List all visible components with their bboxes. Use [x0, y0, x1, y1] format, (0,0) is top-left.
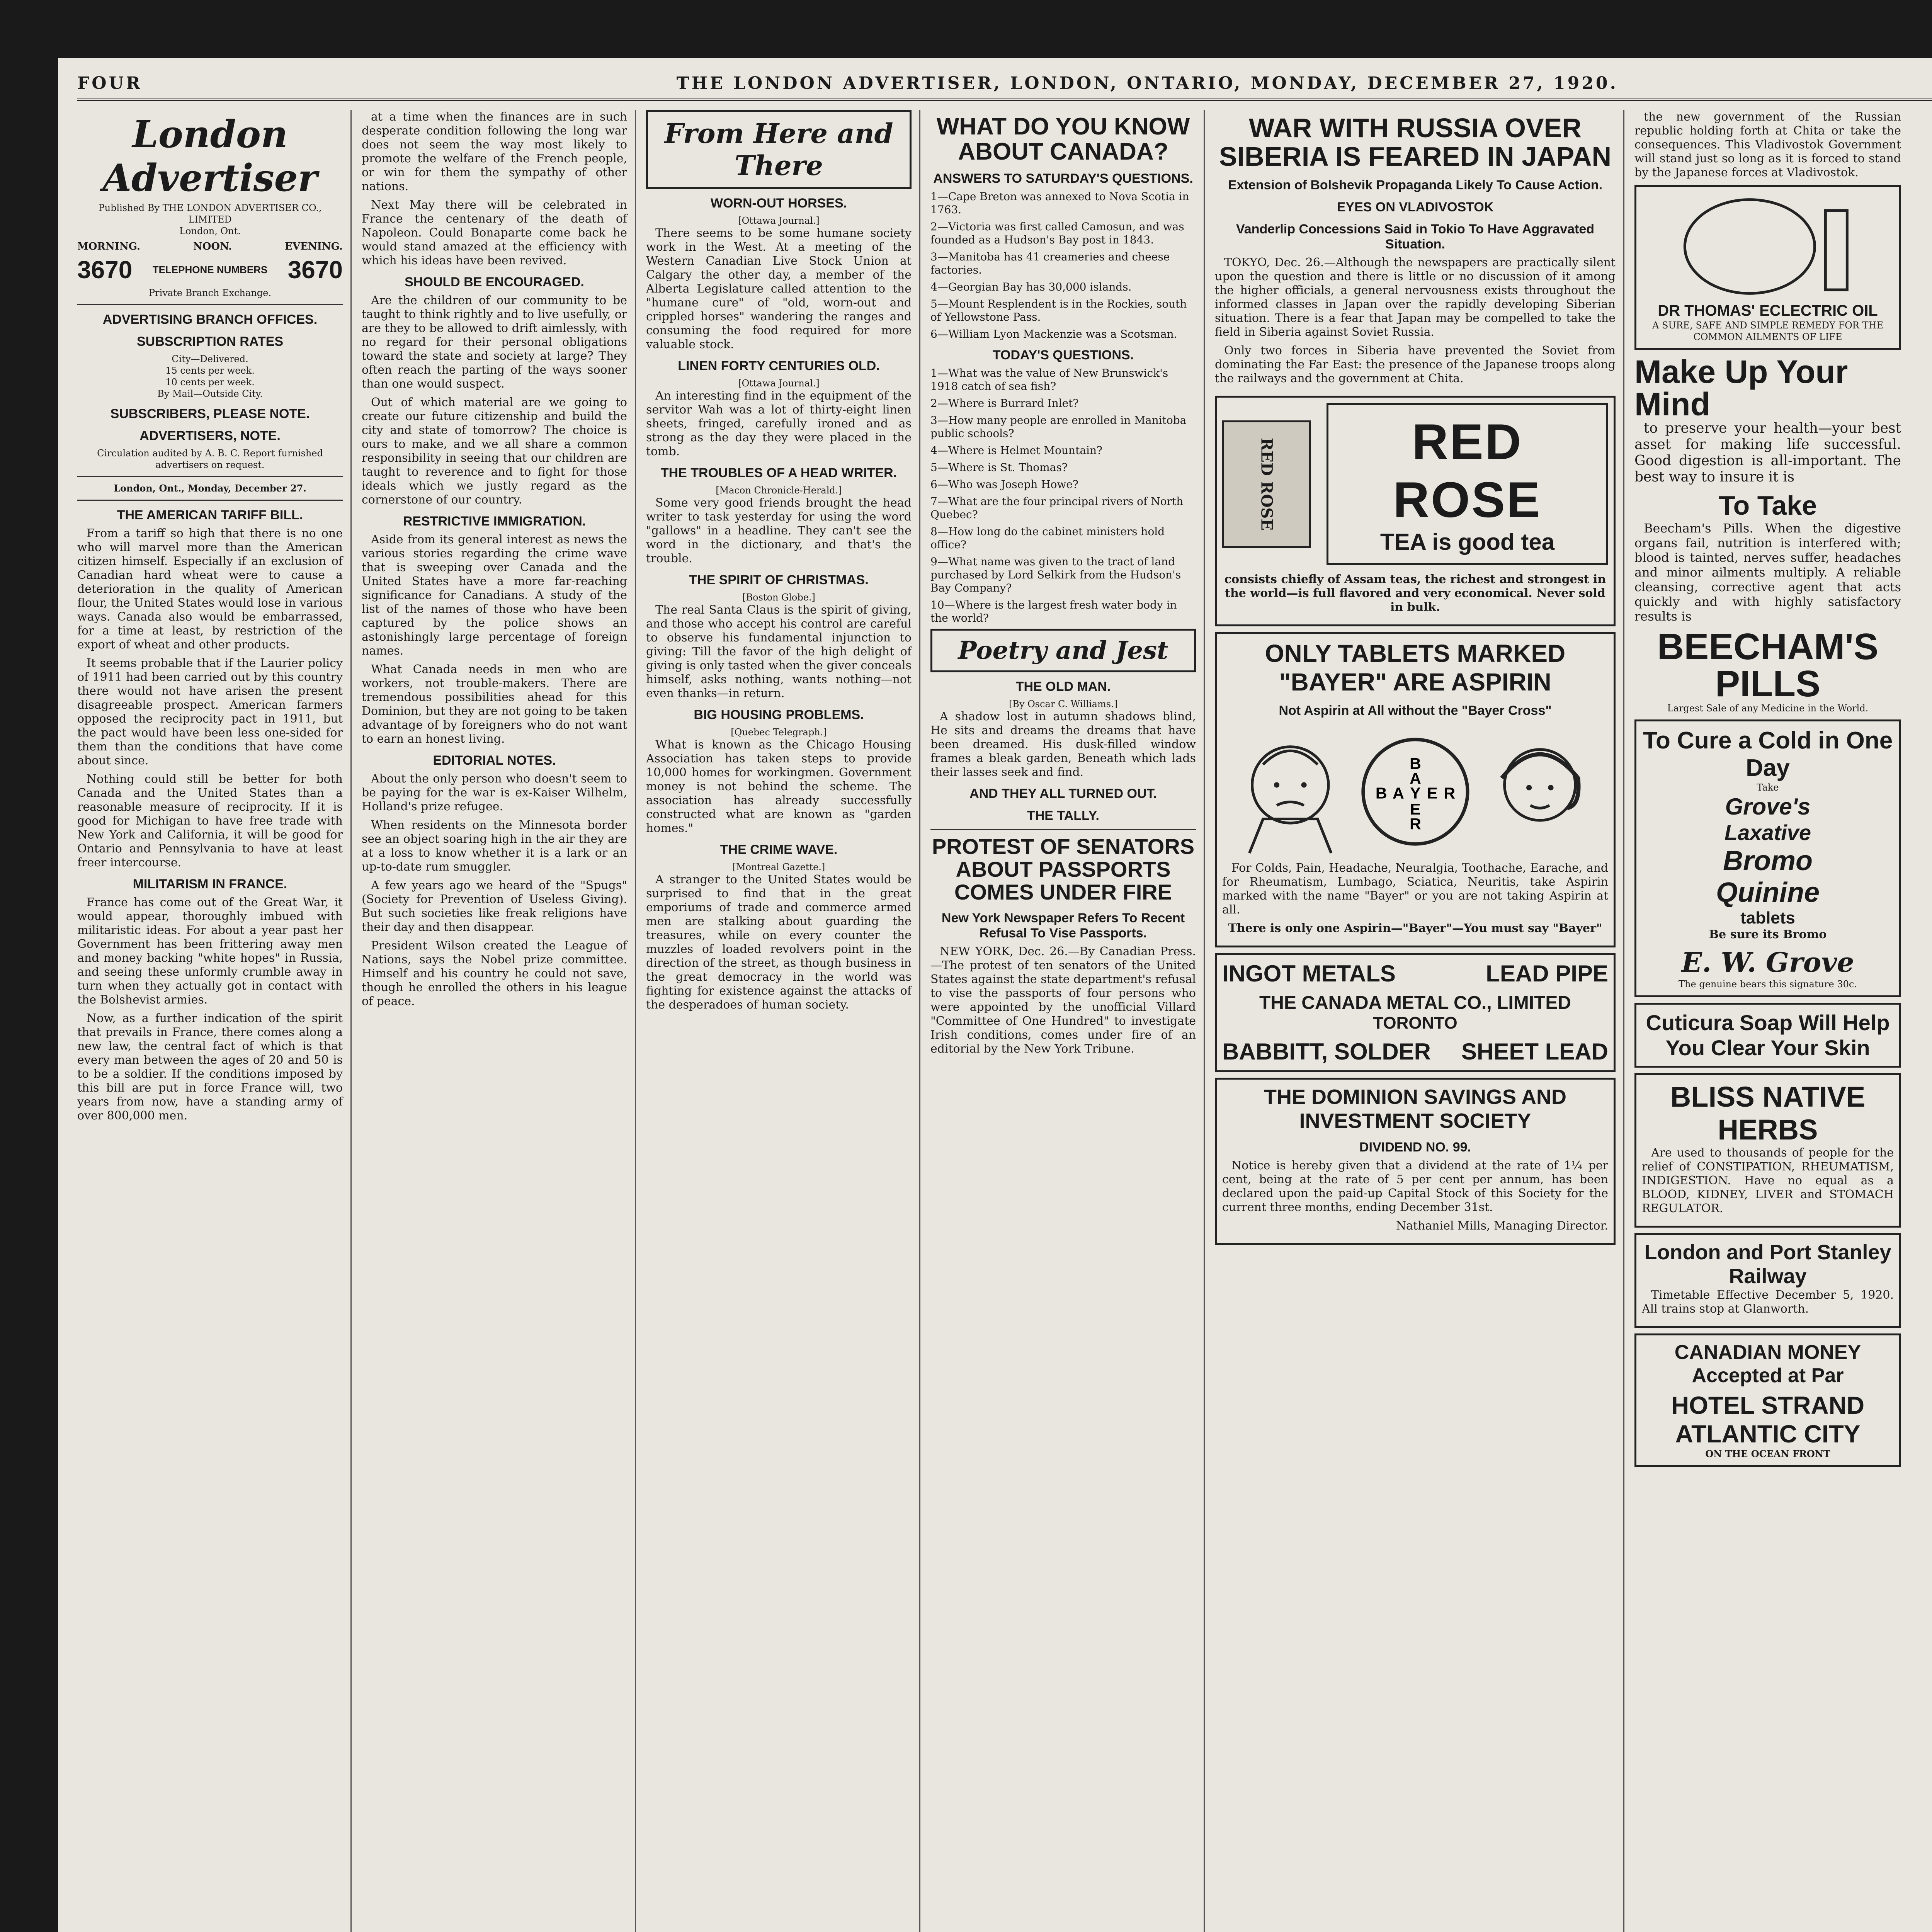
beecham-body: Beecham's Pills. When the digestive organs fail, nutrition is interfered with; blood is tainted, nerves suffer, headaches and minor ailments multiply. A reliable cleansing, corrective agent that acts quickly and with highly satisfactory results is [1634, 521, 1901, 624]
columns [77, 110, 1932, 1932]
column-5 [1215, 110, 1624, 1932]
tariff-paragraph-1: From a tariff so high that there is no one who will marvel more than the American citizen himself. Especially if an exclusion of Canadian hard wheat were to cause a deterioration in the quality of American flour, the United States would lose in various ways. Canada also would be embarrassed, for a time at least, by restriction of the export of wheat and other products. [77, 527, 343, 651]
bayer-body: For Colds, Pain, Headache, Neuralgia, Toothache, Earache, and for Rheumatism, Lumbago, Sciatica, Neuritis, take Aspirin marked with the name "Bayer" or you are not taking Aspirin at all. [1222, 861, 1608, 917]
eclectric-oil-ad [1634, 185, 1901, 350]
tariff-paragraph-3: Nothing could still be better for both Canada and the United States than a reasonable measure of reciprocity. If it is good for Michigan to have free trade with New York and California, it will be good for Ontario and Pennsylvania to have at least freer intercourse. [77, 772, 343, 869]
housing-paragraph: What is known as the Chicago Housing Association has taken steps to provide 10,000 homes for workingmen. Government money is not behind the scheme. The association has already successfully constructed what are known as "garden homes." [646, 738, 912, 835]
beecham-footer: Largest Sale of any Medicine in the World. [1667, 703, 1869, 714]
answer-item: 3—Manitoba has 41 creameries and cheese factories. [930, 250, 1170, 277]
laxative-label: Laxative [1724, 820, 1811, 845]
christmas-paragraph: The real Santa Claus is the spirit of giving, and those who accept his control are careful to observe his fundamental injunction to giving: Till the favor of the high delight of giving is only tasted when the giver conceals himself, asks nothing, wants nothing—not even thanks—in return. [646, 603, 912, 700]
war-subhead-3: Vanderlip Concessions Said in Tokio To Have Aggravated Situation. [1236, 222, 1595, 252]
telephone-label: TELEPHONE NUMBERS [152, 264, 268, 276]
siberia-continued: the new government of the Russian republic holding forth at Chita or take the consequences. This Vladivostok Government will stand just so long as it is forced to stand by the Japanese forces at Vladivostok. [1634, 110, 1901, 179]
bromo-sure: Be sure its Bromo [1709, 928, 1827, 941]
christmas-title: THE SPIRIT OF CHRISTMAS. [689, 573, 869, 587]
edition-evening: EVENING. [285, 241, 343, 252]
oil-bottle-icon [1642, 192, 1894, 301]
to-take: To Take [1718, 490, 1817, 520]
telephone-number-left: 3670 [77, 256, 133, 284]
turned-out-title: AND THEY ALL TURNED OUT. [969, 786, 1157, 801]
svg-text:R: R [1409, 815, 1421, 833]
strand-subtitle: ON THE OCEAN FRONT [1705, 1448, 1830, 1459]
savings-body: Notice is hereby given that a dividend at the rate of 1¼ per cent, being at the rate of 5 per cent per annum, has been declared upon the paid-up Capital Stock of this Society for the current three months, ending December 31st. [1222, 1159, 1608, 1214]
column-4 [930, 110, 1205, 1932]
grove-label: Grove's [1725, 794, 1811, 820]
eclectric-brand: DR THOMAS' ECLECTRIC OIL [1658, 302, 1878, 319]
war-paragraph-2: Only two forces in Siberia have prevented the Soviet from dominating the Far East: the presence of the Japanese troops along the railways and the government at Chita. [1215, 344, 1616, 385]
newspaper-page [58, 58, 1932, 1932]
svg-text:A: A [1392, 784, 1404, 802]
page-header [77, 73, 1932, 101]
napoleon-paragraph: Next May there will be celebrated in France the centenary of the death of Napoleon. Could Bonaparte come back he would stand amazed at the efficiency with which his ideas have been revived. [362, 198, 627, 267]
war-subhead-2: EYES ON VLADIVOSTOK [1337, 200, 1494, 214]
sheet-lead-label: SHEET LEAD [1461, 1039, 1608, 1065]
bayer-footer: There is only one Aspirin—"Bayer"—You must say "Bayer" [1228, 922, 1602, 935]
cuticura-title: Cuticura Soap Will Help You Clear Your Skin [1646, 1010, 1890, 1060]
answer-item: 2—Victoria was first called Camosun, and was founded as a Hudson's Bay post in 1843. [930, 220, 1184, 247]
man-headache-illustration [1222, 722, 1359, 861]
edition-morning: MORNING. [77, 241, 141, 252]
rate-week: 15 cents per week. [165, 365, 255, 376]
militarism-title: MILITARISM IN FRANCE. [133, 877, 287, 891]
answer-item: 5—Mount Resplendent is in the Rockies, south of Yellowstone Pass. [930, 298, 1187, 324]
telephone-row [77, 255, 343, 284]
masthead-title: London Advertiser [102, 112, 318, 200]
horses-source: [Ottawa Journal.] [738, 215, 820, 226]
tea-package-icon: RED ROSE [1222, 420, 1311, 548]
bliss-ad [1634, 1073, 1901, 1228]
rate-mail: By Mail—Outside City. [157, 388, 263, 399]
bayer-ad [1215, 632, 1616, 947]
war-headline: WAR WITH RUSSIA OVER SIBERIA IS FEARED IN JAPAN [1219, 113, 1612, 172]
crime-title: THE CRIME WAVE. [720, 842, 838, 857]
war-subhead-1: Extension of Bolshevik Propaganda Likely To Cause Action. [1228, 178, 1603, 192]
savings-signature: Nathaniel Mills, Managing Director. [1396, 1219, 1608, 1233]
head-writer-paragraph: Some very good friends brought the head writer to task yesterday for using the word "gallows" in a headline. They can't see the word in the dictionary, and that's the trouble. [646, 496, 912, 565]
head-writer-title: THE TROUBLES OF A HEAD WRITER. [660, 466, 897, 480]
grove-bromo-ad [1634, 719, 1901, 997]
svg-text:B: B [1375, 784, 1387, 802]
lead-pipe-label: LEAD PIPE [1486, 961, 1608, 986]
beecham-ad [1634, 355, 1901, 714]
answers-title: ANSWERS TO SATURDAY'S QUESTIONS. [933, 171, 1193, 186]
answer-item: 4—Georgian Bay has 30,000 islands. [930, 281, 1132, 294]
canada-metal-ad [1215, 953, 1616, 1072]
eclectric-tagline: A SURE, SAFE AND SIMPLE REMEDY FOR THE COMMON AILMENTS OF LIFE [1652, 320, 1883, 342]
tablets-label: tablets [1740, 908, 1795, 927]
date-line: London, Ont., Monday, December 27. [114, 483, 306, 494]
cold-take: Take [1757, 782, 1779, 793]
paper-dateline: THE LONDON ADVERTISER, LONDON, ONTARIO, MONDAY, DECEMBER 27, 1920. [676, 73, 1618, 93]
edition-noon: NOON. [193, 241, 232, 252]
linen-paragraph: An interesting find in the equipment of the servitor Wah was a lot of thirty-eight linen sheets, fringed, carefully ironed and as strong as the day they were placed in the tomb. [646, 389, 912, 458]
christmas-source: [Boston Globe.] [742, 592, 815, 603]
head-writer-source: [Macon Chronicle-Herald.] [716, 485, 842, 496]
horses-title: WORN-OUT HORSES. [710, 196, 847, 211]
old-man-author: [By Oscar C. Williams.] [1009, 699, 1118, 710]
quiz-headline: WHAT DO YOU KNOW ABOUT CANADA? [936, 113, 1190, 165]
svg-text:R: R [1443, 784, 1455, 802]
svg-text:E: E [1410, 800, 1421, 818]
red-rose-ad [1215, 396, 1616, 626]
grove-signature: E. W. Grove [1681, 946, 1854, 978]
svg-text:B: B [1409, 755, 1421, 773]
bliss-title: BLISS NATIVE HERBS [1670, 1081, 1866, 1146]
editorial-paragraph-3: A few years ago we heard of the "Spugs" (Society for Prevention of Useless Giving). But such societies like freak religions have their day and then disappear. [362, 879, 627, 934]
editorial-paragraph-1: About the only person who doesn't seem to be paying for the war is ex-Kaiser Wilhelm, Holland's prize refugee. [362, 772, 627, 813]
make-up-your-mind: Make Up Your Mind [1634, 354, 1848, 422]
question-item: 8—How long do the cabinet ministers hold office? [930, 525, 1165, 551]
bliss-body: Are used to thousands of people for the relief of CONSTIPATION, RHEUMATISM, INDIGESTION. Have no equal as a BLOOD, KIDNEY, LIVER and STOMACH REGULATOR. [1642, 1146, 1894, 1215]
beecham-brand: BEECHAM'S PILLS [1657, 626, 1879, 704]
encouraged-paragraph-1: Are the children of our community to be taught to think rightly and to live usefully, or are they to be allowed to drift aimlessly, with no regard for their personal obligations toward the state and society at large? They often reach the parting of the ways sooner than one would suspect. [362, 294, 627, 391]
protest-headline: PROTEST OF SENATORS ABOUT PASSPORTS COMES UNDER FIRE [932, 834, 1195, 904]
question-item: 7—What are the four principal rivers of North Quebec? [930, 495, 1184, 521]
masthead-location: London, Ont. [179, 226, 241, 236]
telephone-number-right: 3670 [287, 256, 343, 284]
column-3 [646, 110, 920, 1932]
bayer-cross-icon [1359, 734, 1472, 850]
metals-company: THE CANADA METAL CO., LIMITED [1259, 993, 1571, 1013]
question-item: 4—Where is Helmet Mountain? [930, 444, 1103, 457]
red-rose-brand: RED ROSE [1393, 413, 1542, 528]
answer-item: 6—William Lyon Mackenzie was a Scotsman. [930, 328, 1177, 341]
old-man-poem: A shadow lost in autumn shadows blind, He sits and dreams the dreams that have been dreamed. His dusk-filled window frames a bleak garden, Beneath which lads their lasses seek and find. [930, 710, 1196, 779]
advertisers-note-title: ADVERTISERS, NOTE. [139, 429, 281, 443]
question-item: 3—How many people are enrolled in Manitoba public schools? [930, 414, 1187, 440]
immigration-paragraph-2: What Canada needs in men who are workers, not trouble-makers. There are tremendous possibilities ahead for this Dominion, but they are not going to be taken advantage of by foreigners who do not want to earn an honest living. [362, 663, 627, 746]
intro-paragraph: at a time when the finances are in such desperate condition following the long war does not seem the way most likely to promote the welfare of the French people, or win for them the sympathy of other nations. [362, 110, 627, 193]
red-rose-body: consists chiefly of Assam teas, the richest and strongest in the world—is full flavored and very economical. Never sold in bulk. [1224, 573, 1606, 614]
encouraged-title: SHOULD BE ENCOURAGED. [405, 275, 584, 289]
hotel-strand-ad [1634, 1333, 1901, 1467]
question-item: 5—Where is St. Thomas? [930, 461, 1068, 474]
railway-body: Timetable Effective December 5, 1920. All trains stop at Glanworth. [1642, 1288, 1894, 1316]
question-item: 10—Where is the largest fresh water body in the world? [930, 599, 1177, 625]
railway-ad [1634, 1233, 1901, 1328]
quinine-label: Quinine [1716, 877, 1820, 908]
savings-title: THE DOMINION SAVINGS AND INVESTMENT SOCIETY [1264, 1085, 1567, 1133]
bayer-subhead: Not Aspirin at All without the "Bayer Cross" [1279, 703, 1552, 718]
woman-illustration [1472, 722, 1608, 861]
subscription-title: SUBSCRIPTION RATES [136, 334, 284, 349]
babbitt-solder-label: BABBITT, SOLDER [1222, 1039, 1431, 1065]
advertising-offices-title: ADVERTISING BRANCH OFFICES. [102, 312, 318, 327]
column-6 [1634, 110, 1909, 1932]
horses-paragraph: There seems to be some humane society work in the West. At a meeting of the Western Canadian Live Stock Union at Calgary the other day, a member of the Alberta Legislature called attention to the "humane cure" of "old, worn-out and crippled horses" wandering the ranges and consuming the food required for more valuable stock. [646, 226, 912, 351]
linen-source: [Ottawa Journal.] [738, 378, 820, 389]
savings-dividend: DIVIDEND NO. 99. [1359, 1140, 1471, 1155]
question-item: 1—What was the value of New Brunswick's 1918 catch of sea fish? [930, 367, 1168, 393]
railway-title: London and Port Stanley Railway [1644, 1241, 1891, 1288]
militarism-paragraph-2: Now, as a further indication of the spirit that prevails in France, there comes along a new law, the central fact of which is that every man between the ages of 20 and 50 is to be a soldier. If the conditions imposed by this bill are put in force France will, two years from now, have a standing army of over 800,000 men. [77, 1012, 343, 1122]
immigration-paragraph-1: Aside from its general interest as news the various stories regarding the crime wave that is sweeping over Canada and the United States have a more far-reaching significance for Canadians. A study of the list of the names of those who have been captured by the police shows an astonishingly large percentage of foreign names. [362, 533, 627, 658]
question-item: 2—Where is Burrard Inlet? [930, 397, 1079, 410]
crime-paragraph: A stranger to the United States would be surprised to find that in the great emporiums of trade and commerce armed men are stalking about guarding the treasures, while on every counter the muzzles of loaded revolvers point in the direction of the street, as though business in the great democracy in the world was fighting for existence against the attacks of the desperadoes of human society. [646, 873, 912, 1012]
city-delivered: City—Delivered. [172, 354, 248, 364]
bayer-headline: ONLY TABLETS MARKED "BAYER" ARE ASPIRIN [1265, 639, 1566, 696]
editorial-title: EDITORIAL NOTES. [433, 753, 556, 768]
tally-title: THE TALLY. [1027, 808, 1100, 823]
svg-text:A: A [1409, 769, 1421, 787]
editorial-paragraph-2: When residents on the Minnesota border see an object soaring high in the air they are at a loss to know whether it is a lark or an up-to-date rum smuggler. [362, 818, 627, 874]
ingot-metals-label: INGOT METALS [1222, 961, 1396, 986]
militarism-paragraph-1: France has come out of the Great War, it would appear, thoroughly imbued with militaristic ideas. For about a year past her Government has been frittering away men and money backing "white hopes" in Russia, and seeing these unformly crumble away in turn when they actually got in contact with the Bolshevist armies. [77, 896, 343, 1007]
subscribers-note-title: SUBSCRIBERS, PLEASE NOTE. [110, 406, 310, 421]
svg-text:E: E [1427, 784, 1438, 802]
war-paragraph-1: TOKYO, Dec. 26.—Although the newspapers are practically silent upon the question and there is little or no discussion of it among the higher officials, a general nervousness exists throughout the informed classes in Japan over the rapidly developing Siberian situation. There is a fear that Japan may be compelled to take the field in Siberia against Soviet Russia. [1215, 256, 1616, 339]
housing-source: [Quebec Telegraph.] [731, 727, 827, 738]
strand-title: HOTEL STRAND ATLANTIC CITY [1671, 1391, 1865, 1448]
immigration-title: RESTRICTIVE IMMIGRATION. [403, 514, 586, 529]
from-here-and-there-box: From Here and There [646, 110, 912, 189]
make-up-body: to preserve your health—your best asset for making life successful. Good digestion is all-important. The best way to insure it is [1634, 420, 1901, 485]
canadian-money-title: CANADIAN MONEY Accepted at Par [1674, 1341, 1861, 1387]
questions-title: TODAY'S QUESTIONS. [992, 348, 1134, 363]
housing-title: BIG HOUSING PROBLEMS. [694, 707, 864, 722]
editorial-paragraph-4: President Wilson created the League of Nations, says the Nobel prize committee. Himself and his country he could not save, though he enrolled the others in his league of peace. [362, 939, 627, 1008]
cure-cold-title: To Cure a Cold in One Day [1643, 727, 1893, 781]
question-item: 6—Who was Joseph Howe? [930, 478, 1079, 491]
protest-paragraph: NEW YORK, Dec. 26.—By Canadian Press.—The protest of ten senators of the United States against the state department's refusal to vise the passports of four persons who were appointed by the unofficial Villard "Committee of One Hundred" to investigate Irish conditions, comes under fire of an editorial by the New York Tribune. [930, 944, 1196, 1056]
dominion-savings-ad [1215, 1078, 1616, 1245]
protest-subhead: New York Newspaper Refers To Recent Refusal To Vise Passports. [941, 910, 1185, 940]
red-rose-tagline: TEA is good tea [1380, 529, 1555, 555]
publisher-line: Published By THE LONDON ADVERTISER CO., LIMITED [98, 202, 322, 225]
rate-week-b: 10 cents per week. [165, 377, 255, 388]
page-label: FOUR [77, 73, 143, 93]
column-2 [362, 110, 636, 1932]
column-1 [77, 110, 352, 1932]
crime-source: [Montreal Gazette.] [732, 862, 825, 872]
exchange-line: Private Branch Exchange. [149, 287, 271, 298]
question-item: 9—What name was given to the tract of land purchased by Lord Selkirk from the Hudson's Bay Company? [930, 555, 1181, 595]
linen-title: LINEN FORTY CENTURIES OLD. [678, 359, 880, 373]
old-man-title: THE OLD MAN. [1015, 679, 1111, 694]
poetry-and-jest-box: Poetry and Jest [930, 629, 1196, 672]
bromo-label: Bromo [1723, 845, 1813, 876]
war-story-block [1215, 110, 1616, 390]
answer-item: 1—Cape Breton was annexed to Nova Scotia in 1763. [930, 190, 1189, 216]
cuticura-ad [1634, 1003, 1901, 1068]
tariff-paragraph-2: It seems probable that if the Laurier policy of 1911 had been carried out by this country there would not have arisen the present disagreeable prospect. American farmers opposed the reciprocity pact in 1911, but the pact would have been less one-sided for them than the conditions that have come about since. [77, 656, 343, 767]
tariff-title: THE AMERICAN TARIFF BILL. [117, 508, 303, 522]
circulation-note: Circulation audited by A. B. C. Report furnished advertisers on request. [97, 448, 323, 470]
editions-row [77, 241, 343, 252]
svg-text:Y: Y [1410, 784, 1421, 802]
encouraged-paragraph-2: Out of which material are we going to create our future citizenship and build the city and state of tomorrow? The choice is ours to make, and we all share a common responsibility in seeing that our children are taught to reverence and to fight for those ideals which we justly regard as the cornerstone of our country. [362, 396, 627, 507]
grove-price: The genuine bears this signature 30c. [1679, 979, 1857, 990]
metals-city: TORONTO [1373, 1014, 1458, 1032]
